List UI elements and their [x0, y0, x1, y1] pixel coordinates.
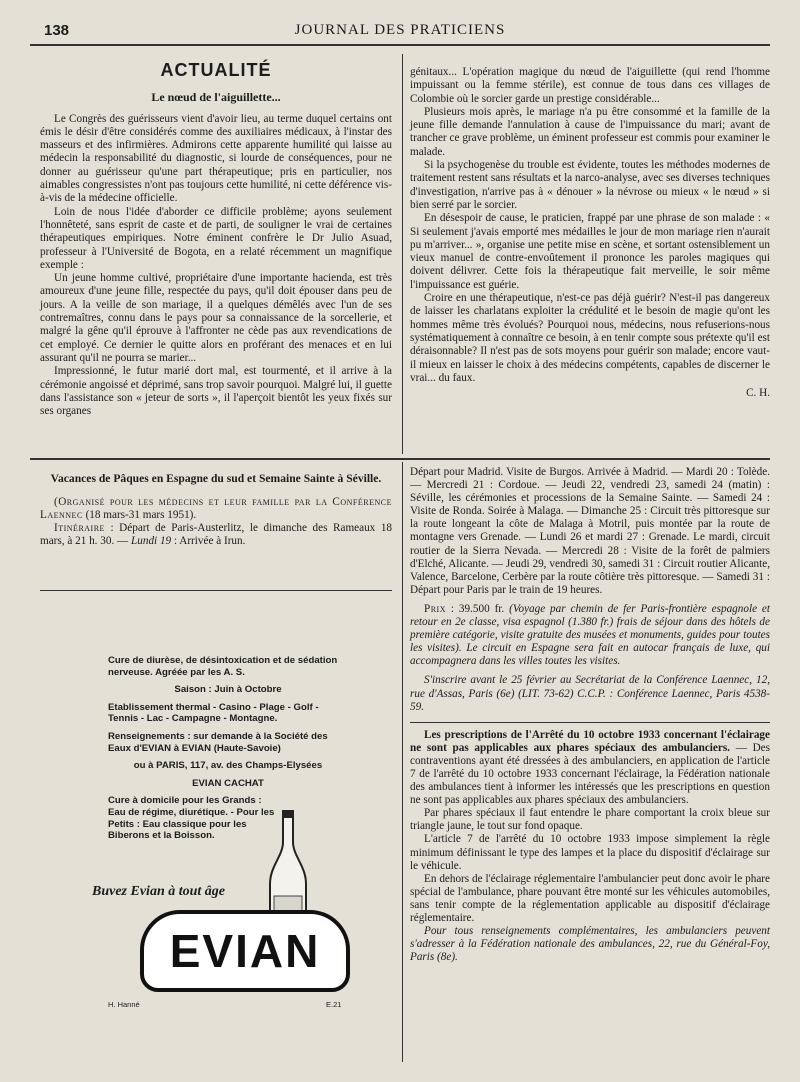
paragraph: L'article 7 de l'arrêté du 10 octobre 1933 impose simplement la règle minimum définissant le type des lampes et la place du dispositif d'éclairage sur le véhicule. [410, 833, 770, 872]
closing-paragraph: Pour tous renseignements complémentaires, les ambulanciers peuvent s'adresser à la Fédération nationale des ambulances, 22, rue du Général-Foy, Paris (8e). [410, 925, 770, 964]
itineraire-text: Itinéraire : Départ de Paris-Austerlitz, le dimanche des Rameaux 18 mars, à 21 h. 30. — Lundi 19 : Arrivée à Irun. [40, 522, 393, 548]
evian-logo [140, 910, 350, 992]
paragraph: Loin de nous l'idée d'aborder ce difficile problème; ayons seulement l'honnêteté, sans esprit de caste et de parti, de souligner le vrai de certaines thérapeutiques empiriques. Notre éminent confrère le Dr Julio Asuad, professeur à l'Université de Bogota, en a relaté récemment un magnifique exemple : [40, 205, 392, 271]
ad-line: Renseignements : sur demande à la Société des Eaux d'EVIAN à EVIAN (Haute-Savoie) [108, 730, 328, 754]
ad-line: Cure à domicile pour les Grands : Eau de régime, diurétique. - Pour les Petits : Eau classique pour les Biberons et la Boisson. [108, 795, 275, 842]
signature: C. H. [746, 387, 770, 400]
paragraph: Le Congrès des guérisseurs vient d'avoir lieu, au terme duquel certains ont émis le désir d'être considérés comme des auxiliaires médicaux, à l'instar des masseurs et des infirmières. Admirons cette apparente humilité qui laisse au médecin la responsabilité du diagnostic, si lourde de conséquences, pour ne donner au guérisseur qu'une part thérapeutique; pris en particulier, nos aimables congressistes n'ont pas toujours cette humilité, ni cette déférence vis-à-vis de la médecine officielle. [40, 112, 392, 205]
page-header [30, 18, 770, 44]
paragraph: Par phares spéciaux il faut entendre le phare comportant la croix bleue sur triangle jaune, le tout sur fond opaque. [410, 807, 770, 833]
section-title: ACTUALITÉ [160, 60, 272, 80]
paragraph: génitaux... L'opération magique du nœud de l'aiguillette (qui rend l'homme impuissant ou la femme stérile), est connue de tous dans ces villages de Colombie où le sorcier garde un prestige considérable... [410, 66, 770, 105]
column-divider [402, 54, 403, 454]
brand-name: EVIAN [169, 925, 321, 977]
ad-rule [40, 590, 392, 591]
ad-line: Saison : Juin à Octobre [174, 684, 282, 696]
ad-line: Etablissement thermal - Casino - Plage - Golf - Tennis - Lac - Campagne - Montagne. [108, 701, 319, 725]
column-divider [402, 462, 403, 1062]
ad-slogan: Buvez Evian à tout âge [92, 884, 226, 899]
organise-text: (Organisé pour les médecins et leur famille par la Conférence Laennec (18 mars-31 mars 1951). [40, 495, 392, 521]
paragraph: Croire en une thérapeutique, n'est-ce pas déjà guérir? N'est-il pas dangereux de laisser les charlatans exploiter la crédulité et le besoin de magie qu'ont les hommes même très évolués? Pourquoi nous, médecins, nous refuserions-nous systématiquement à connaître ce besoin, à en tenir compte sous prétexte qu'il est déraisonnable? Il n'est pas de sots moyens pour guérir son malade; encore vaut-il mieux en laisser le choix à des médecins compétents, capables de discerner le vrai... du faux. [410, 292, 770, 384]
paragraph: En désespoir de cause, le praticien, frappé par une phrase de son malade : « Si seulement j'avais emporté mes médailles le jour de mon mariage rien n'aurait pu m'arriver... », organise une petite mise en scène, et sortant ostensiblement un vieux manuel de contre-envoûtement il prononce les paroles magiques qui doivent délivrer. Cette fois la thérapeutique fait merveille, le soir même l'impuissance est guérie. [410, 212, 770, 291]
paragraph: Plusieurs mois après, le mariage n'a pu être consommé et la famille de la jeune fille demande l'annulation à cause de l'impuissance du mari; avant de trancher ce grave problème, un éminent professeur est commis pour examiner le malade. [410, 105, 770, 158]
vacances-left-column [40, 472, 392, 549]
vacances-title: Vacances de Pâques en Espagne du sud et Semaine Sainte à Séville. [50, 472, 382, 485]
paragraph: Impressionné, le futur marié dort mal, est tourmenté, et il arrive à la cérémonie angoissé et déprimé, sans trop savoir pourquoi. Malgré lui, il guette dans l'assistance son « jeteur de sorts », il l'aperçoit bientôt les yeux fixés sur ses organes [40, 365, 392, 418]
actualite-right-column [410, 66, 770, 400]
article-title: Le nœud de l'aiguillette... [151, 90, 281, 105]
prix-text: Prix : 39.500 fr. (Voyage par chemin de fer Paris-frontière espagnole et retour en 2e classe, visa espagnol (1.380 fr.) frais de séjour dans des hôtels de première catégorie, visite gratuite des musées et monuments, guides pour toutes les visites). Le circuit en Espagne sera fait en autocar français de luxe, qui accompagnera dans les villes toutes les visites. [410, 602, 771, 668]
ad-line: Cure de diurèse, de désintoxication et de sédation nerveuse. Agréée par les A. S. [108, 655, 338, 678]
paragraph: En dehors de l'éclairage réglementaire l'ambulancier peut donc avoir le phare spécial de l'ambulance, phare pouvant être monté sur les véhicules automobiles, sans tenir compte de la réglementation applicable au dispositif d'éclairage réglementaire. [410, 872, 770, 924]
journal-title: JOURNAL DES PRATICIENS [294, 22, 506, 38]
inscription-text: S'inscrire avant le 25 février au Secrétariat de la Conférence Laennec, 12, rue d'Assas, Paris (6e) (LIT. 73-62) C.C.P. : Conférence Laennec, Paris 4538-59. [410, 674, 770, 713]
itinerary-details: Départ pour Madrid. Visite de Burgos. Arrivée à Madrid. — Mardi 20 : Tolède. — Mercredi 21 : Cordoue. — Jeudi 22, vendredi 23, samedi 24 (matin) : Séville, les cérémonies et processions de la Semaine Sainte. — Samedi 24 : Visite de Ronda. Soirée à Malaga. — Dimanche 25 : Circuit très pittoresque sur la route longeant la côte de Malaga à Motril, puis montée par la route de montagne vers Grenade. — Lundi 26 et mardi 27 : Grenade. Le mardi, circuit routier de la Sierra Nevada. — Mercredi 28 : Visite de la forêt de palmiers d'Elché, Alicante. — Jeudi 29, vendredi 30, samedi 31 : Circuit routier Alicante, Valence, Barcelone, Cerbère par la route côtière très pittoresque. — Samedi 31 : Départ pour Paris par le train de 19 heures. [410, 466, 770, 596]
evian-ad-text [108, 655, 348, 848]
paragraph: Un jeune homme cultivé, propriétaire d'une importante hacienda, est très amoureux d'une jeune fille, respectée du pays, qu'il doit épouser dans peu de jours. A la veille de son mariage, il a quelques démêlés avec l'un de ses contremaîtres, connu dans le pays pour sa connaissance de la sorcellerie, et malgré la gêne qu'il éprouve à l'affronter ne cède pas aux revendications de cet employé. Ce dernier le quitte alors en proférant des menaces et en lui assurant qu'il ne pourra se marier... [40, 272, 392, 364]
paragraph: Si la psychogenèse du trouble est évidente, toutes les méthodes modernes de traitement restent sans résultats et la narco-analyse, avec ses diverses techniques d'investigation, n'arrive pas à « dénouer » la névrose ou mieux « le nœud » si bien serré par le sorcier. [410, 159, 770, 211]
ad-reference: E.21 [326, 1000, 342, 1009]
page-number: 138 [44, 22, 70, 39]
illustrator-credit: H. Hanné [108, 1000, 140, 1009]
vacances-right-column [410, 466, 770, 964]
prescriptions-rule [410, 722, 770, 723]
section-rule [30, 458, 770, 460]
actualite-left-column [40, 60, 392, 418]
ad-line: EVIAN CACHAT [192, 777, 264, 789]
header-rule [30, 44, 770, 46]
ad-line: ou à PARIS, 117, av. des Champs-Elysées [133, 760, 323, 772]
prescriptions-lead: Les prescriptions de l'Arrêté du 10 octobre 1933 concernant l'éclairage ne sont pas applicables aux phares spéciaux des ambulanciers. — Des contraventions ayant été dressées à des ambulanciers, en application de l'article 7 de l'arrêté du 10 octobre 1933 concernant l'éclairage, la Fédération nationale des ambulances tient à informer les intéressés que les prescriptions en question ne sont pas applicables aux phares spéciaux des ambulanciers. [410, 728, 771, 807]
